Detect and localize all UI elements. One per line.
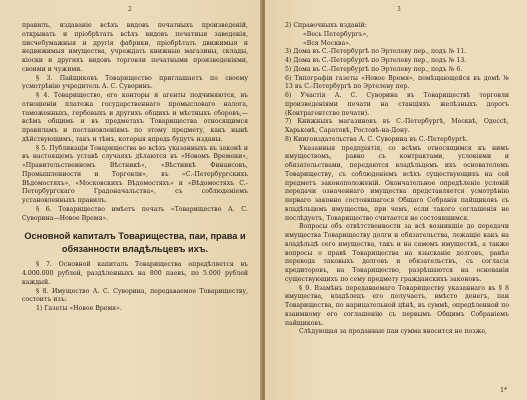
list-item: 8) Книгоиздательства А. С. Суворина въ С.-Петербургѣ. [285, 135, 469, 143]
list-item: «Весь Петербургъ», [303, 30, 369, 38]
signature-mark: 1* [500, 387, 507, 394]
paragraph: § 5. Публикаціи Товарищества во всѣхъ указанныхъ въ законѣ и въ настоящемъ уставѣ случаяхъ дѣлаются въ «Новомъ Времени», «Правительственномъ Вѣстникѣ», «Вѣстникѣ Финансовъ, Промышленности и Торговли», въ «С.-Петербургскихъ Вѣдомостяхъ», «Московскихъ Вѣдомостяхъ» и «Вѣдомостяхъ С.-Петербургскаго Градоначальства», съ соблюденіемъ установленныхъ правилъ. [22, 144, 248, 204]
page-number-right: 3 [397, 6, 401, 13]
paragraph: Вопросы объ отвѣтственности за всѣ возникшіе до передачи имущества Товариществу долги и обязательства, лежащіе какъ на владѣльцѣ сего имущества, такъ и на самомъ имуществѣ, а также вопросы о правѣ Товарищества на взысканіе долговъ, ранѣе перевода таковыхъ долговъ и обязательствъ, съ согласія кредиторовъ, на Товарищество, разрѣшаются на основаніи существующихъ по сему предмету гражданскихъ законовъ. [285, 223, 509, 283]
list-item: 3) Дома въ С.-Петербургѣ по Эртелеву пер., подъ № 11. [285, 48, 467, 56]
paragraph: § 6. Товарищество имѣетъ печать «Товарищество А. С. Суворина—Новое Время». [22, 205, 248, 222]
paragraph: Слѣдующая за проданные паи сумма вносится не позже, [299, 328, 487, 336]
list-item: 1) Газеты «Новое Время». [36, 305, 122, 312]
list-item: «Вся Москва». [303, 39, 351, 47]
paragraph: § 7. Основной капиталъ Товарищества опредѣляется въ 4.000.000 рублей, раздѣленныхъ на 800 паевъ, по 5.000 рублей каждый. [22, 261, 248, 286]
right-page [265, 0, 527, 400]
paragraph: Указанныя предпріятія, со всѣмъ относящимся къ нимъ имуществомъ, равно съ контрактами, условіями и обязательствами, передаются владѣльцемъ ихъ основателемъ Товариществу, съ соблюденіемъ всѣхъ существующихъ на сей предметъ законоположеній. Окончательное опредѣленіе условій передачи означеннаго имущества представляется усмотрѣнію перваго законно состоявшагося Общаго Собранія пайщиковъ съ владѣльцемъ имущества, при чемъ, если такого соглашенія не послѣдуетъ, Товарищество считается не состоявшимся. [285, 144, 509, 222]
list-item: 4) Дома въ С.-Петербургѣ по Эртелеву пер., подъ № 13. [285, 57, 467, 64]
property-list [285, 22, 509, 145]
paragraph: § 8. Имущество А. С. Суворина, передаваемое Товариществу, состоитъ изъ: [22, 287, 248, 304]
section-heading: Основной капиталъ Товарищества, паи, права и обязанности владѣльцевъ ихъ. [24, 231, 246, 255]
left-page [0, 0, 262, 400]
paragraph: § 4. Товарищество, его конторы и агенты подчиняются, въ отношеніи платежа государственнаго промысловаго налога, таможенныхъ, гербовыхъ и другихъ общихъ и мѣстныхъ сборовъ,—всѣмъ общимъ и въ предметахъ Товарищества относящимся правиламъ и постановленіямъ по этому предмету, какъ нынѣ дѣйствующимъ, такъ и тѣмъ, которыя впредь будутъ изданы. [22, 92, 248, 143]
list-item: 2) Справочныхъ изданій: [285, 22, 367, 29]
paragraph: правилъ, издаваніе всѣхъ видовъ печатныхъ произведеній, открывать и пріобрѣтать всѣхъ видовъ печатныя заведенія, писчебумажныя и другія фабрики, пріобрѣтать движимыя и недвижимыя имущества, учреждать книжные магазины, склады, кіоски и другихъ видовъ торговли печатными произведеніями, своими и чужими. [22, 22, 248, 73]
page-number-left: 2 [128, 6, 132, 13]
paragraph: § 3. Пайщиковъ Товарищество приглашаетъ по своему усмотрѣнію учредитель А. С. Суворинъ. [22, 74, 248, 91]
paragraph: § 9. Взамѣнъ передаваемаго Товариществу указаннаго въ § 8 имущества, владѣлецъ его получаетъ, вмѣсто денегъ, паи Товарищества, по нарицательной цѣнѣ, въ суммѣ, опредѣленной по взаимному его соглашенію съ первымъ Общимъ Собраніемъ пайщиковъ. [285, 284, 509, 327]
list-item: 6) Типографіи газеты «Новое Время», помѣщающейся въ домѣ № 13 въ С.-Петербургѣ по Эртелеву пер. [285, 74, 509, 91]
list-item: 6) Участія А. С. Суворина въ Товариществѣ торговли произведеніями печати на станціяхъ желѣзныхъ дорогъ (Контрагентство печати). [285, 92, 509, 117]
list-item: 7) Книжныхъ магазиновъ въ С.-Петербургѣ, Москвѣ, Одессѣ, Харьковѣ, Саратовѣ, Ростовѣ-на-Дону. [285, 118, 509, 134]
list-item: 5) Дома въ С.-Петербургѣ по Эртелеву пер., подъ № 6. [285, 65, 463, 73]
